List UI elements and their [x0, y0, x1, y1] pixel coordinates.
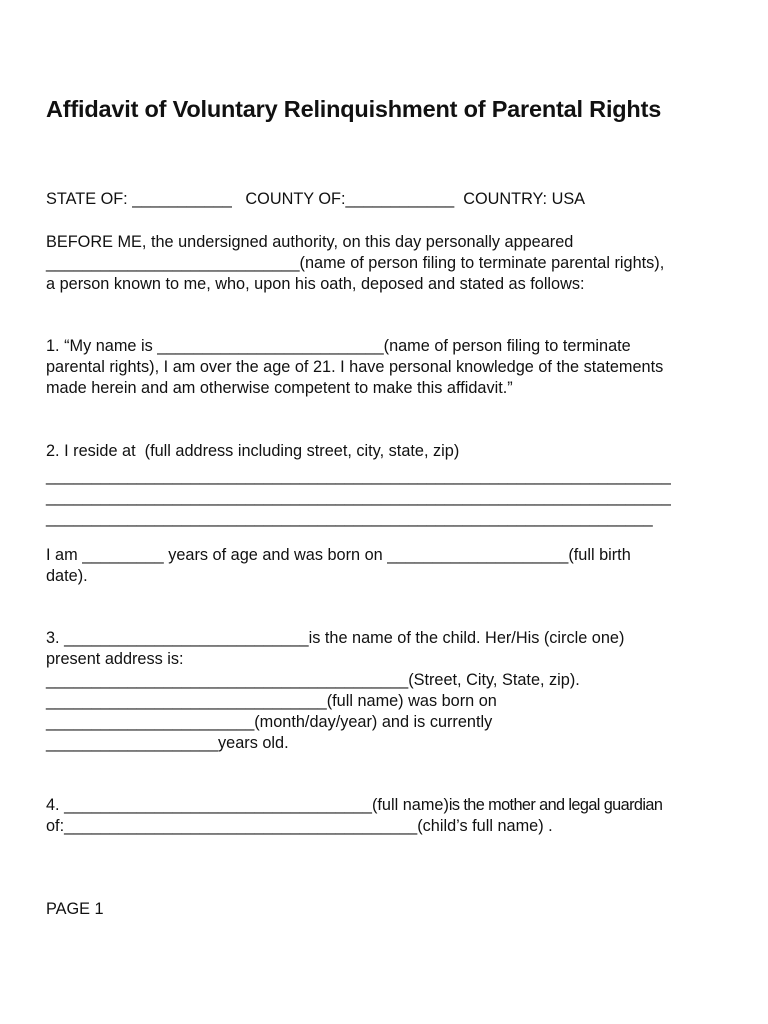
address-blank-line-2: _____________________________________________________________________	[46, 488, 671, 506]
paragraph-3-line-3: ________________________________________(Street, City, State, zip).	[46, 671, 580, 689]
address-blank-line-3: ___________________________________________________________________	[46, 509, 653, 527]
before-me-line-3: a person known to me, who, upon his oath, deposed and stated as follows:	[46, 275, 585, 293]
before-me-line-2: ____________________________(name of person filing to terminate parental rights),	[46, 254, 665, 272]
paragraph-2-line-1: 2. I reside at (full address including street, city, state, zip)	[46, 442, 460, 460]
paragraph-1-line-3: made herein and am otherwise competent to make this affidavit.”	[46, 379, 513, 397]
paragraph-4-line-1-start: 4. __________________________________(full name)	[46, 796, 449, 814]
paragraph-3-line-1: 3. ___________________________is the name of the child. Her/His (circle one)	[46, 629, 625, 647]
paragraph-1-line-2: parental rights), I am over the age of 21. I have personal knowledge of the statements	[46, 358, 664, 376]
paragraph-4-line-1	[46, 795, 662, 815]
paragraph-1-line-1: 1. “My name is _________________________(name of person filing to terminate	[46, 337, 631, 355]
paragraph-3-line-6: ___________________years old.	[46, 734, 289, 752]
age-birth-line-2: date).	[46, 567, 88, 585]
paragraph-3-line-5: _______________________(month/day/year) and is currently	[46, 713, 493, 731]
state-county-country-line: STATE OF: ___________ COUNTY OF:____________ COUNTRY: USA	[46, 190, 586, 208]
paragraph-3-line-2: present address is:	[46, 650, 184, 668]
document-title: Affidavit of Voluntary Relinquishment of Parental Rights	[46, 96, 662, 122]
page-number: PAGE 1	[46, 900, 104, 918]
address-blank-line-1: _____________________________________________________________________	[46, 467, 671, 485]
paragraph-4-line-1-end: is the mother and legal guardian	[448, 796, 663, 814]
paragraph-4-line-2: of:_______________________________________(child’s full name) .	[46, 817, 553, 835]
before-me-line-1: BEFORE ME, the undersigned authority, on this day personally appeared	[46, 233, 574, 251]
age-birth-line-1: I am _________ years of age and was born on ____________________(full birth	[46, 546, 631, 564]
paragraph-3-line-4: _______________________________(full name) was born on	[46, 692, 497, 710]
